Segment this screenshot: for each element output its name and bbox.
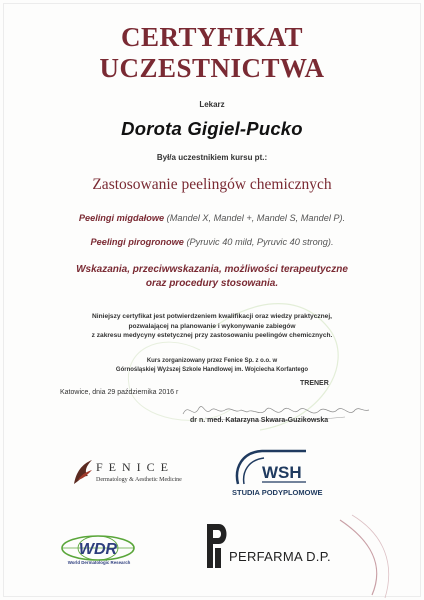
topic2-detail: (Pyruvic 40 mild, Pyruvic 40 strong). xyxy=(186,237,334,247)
fenice-subtitle: Dermatology & Aesthetic Medicine xyxy=(96,477,182,483)
wsh-subtitle: STUDIA PODYPLOMOWE xyxy=(232,488,323,497)
role-label: Lekarz xyxy=(199,100,225,109)
fenice-logo xyxy=(72,458,202,488)
date-place: Katowice, dnia 29 października 2016 r xyxy=(60,389,179,396)
trainer-label: TRENER xyxy=(300,380,329,387)
wdr-wordmark: WDR xyxy=(78,541,118,558)
organizer-line1: Kurs zorganizowany przez Fenice Sp. z o.o. w xyxy=(146,358,278,364)
wsh-logo xyxy=(232,448,323,504)
topic1-detail: (Mandel X, Mandel +, Mandel S, Mandel P). xyxy=(166,213,346,223)
participant-name: Dorota Gigiel-Pucko xyxy=(121,118,303,139)
indications-line1: Wskazania, przeciwwskazania, możliwości terapeutyczne xyxy=(76,264,348,275)
organizer-text xyxy=(0,357,424,375)
trainer-name: dr n. med. Katarzyna Skwara-Guzikowska xyxy=(190,417,329,424)
topic-line-1 xyxy=(0,213,424,223)
indications-line2: oraz procedury stosowania. xyxy=(145,278,279,289)
perfarma-wordmark: PERFARMA D.P. xyxy=(229,549,331,564)
topic-line-2 xyxy=(0,237,424,247)
fenice-wordmark: FENICE xyxy=(96,460,174,474)
certificate-description xyxy=(0,312,424,341)
perfarma-emblem-icon xyxy=(205,522,229,570)
wdr-subtitle: World Dermatologic Research xyxy=(67,560,131,565)
perfarma-logo xyxy=(205,522,340,572)
certificate-title-line1: CERTYFIKAT xyxy=(120,22,304,52)
topic1-label: Peelingi migdałowe xyxy=(78,213,165,223)
course-title: Zastosowanie peelingów chemicznych xyxy=(92,176,332,193)
topic2-label: Peelingi pirogronowe xyxy=(90,237,184,247)
certificate-title-line2: UCZESTNICTWA xyxy=(99,53,325,83)
wdr-globe-icon xyxy=(60,535,136,561)
description-line3: z zakresu medycyny estetycznej przy zastosowaniu peelingów chemicznych. xyxy=(91,332,333,340)
description-line1: Niniejszy certyfikat jest potwierdzeniem kwalifikacji oraz wiedzy praktycznej, xyxy=(91,313,333,320)
wdr-logo xyxy=(60,535,136,575)
participation-text: Był/a uczestnikiem kursu pt.: xyxy=(156,153,268,162)
description-line2: pozwalającej na planowanie i wykonywanie zabiegów xyxy=(128,322,296,330)
organizer-line2: Górnośląskiej Wyższej Szkole Handlowej im. Wojciecha Korfantego xyxy=(115,367,309,373)
fenice-bird-icon xyxy=(72,458,94,486)
indications-text xyxy=(0,263,424,291)
wsh-wordmark: WSH xyxy=(262,463,302,482)
wsh-emblem-icon xyxy=(232,448,312,488)
